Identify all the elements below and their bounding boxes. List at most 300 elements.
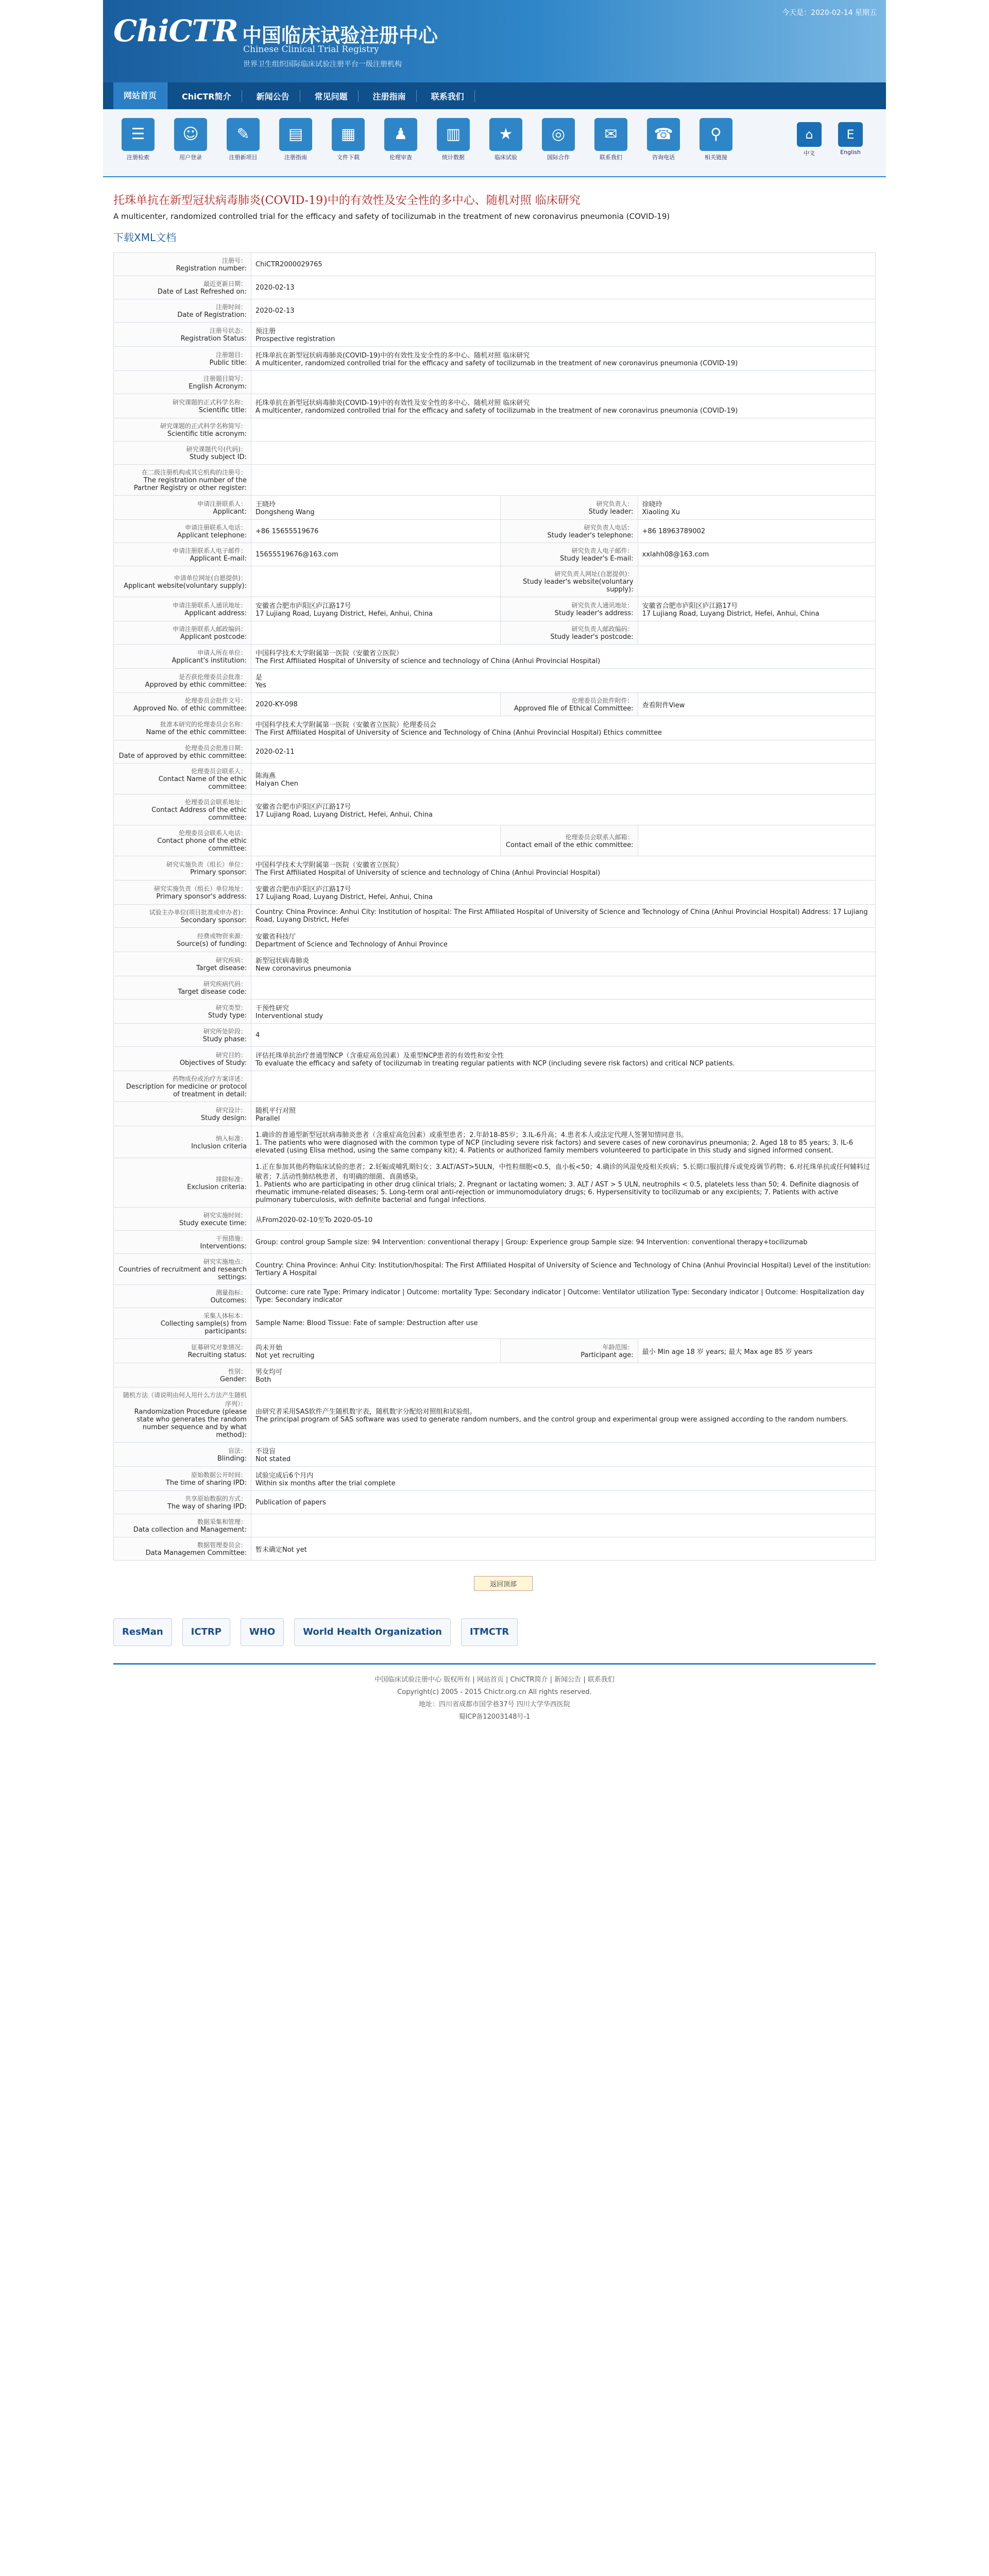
field-label [114,794,251,825]
info-row [114,1254,876,1285]
info-row [114,1514,876,1537]
tool-8[interactable]: ★ 临床试验 [482,118,530,167]
field-label [114,1102,251,1126]
field-label-2-cn: 研究负责人网址(自愿提供)： [554,570,634,578]
field-label-en: Scientific title: [198,406,247,414]
tool-5[interactable]: ▦ 文件下载 [325,118,372,167]
field-label-cn: 研究实施地点： [203,1258,247,1265]
field-label-2 [500,543,638,566]
field-label [114,716,251,740]
info-row [114,880,876,905]
field-label-en: Data Managemen Committee: [145,1549,247,1557]
field-value [251,794,876,825]
field-label [114,1387,251,1443]
field-label-cn: 数据管理委员会： [197,1541,247,1549]
field-value [251,1514,876,1537]
quick-toolbar [103,109,886,177]
field-value [251,905,876,928]
field-value [251,253,876,276]
info-row [114,1339,876,1363]
field-label-cn: 试验主办单位(项目批准或申办者)： [149,909,247,916]
field-label [114,371,251,394]
field-label-cn: 申请注册联系人邮政编码： [172,625,247,633]
field-value [251,1231,876,1254]
field-value-en: Parallel [255,1115,280,1123]
itmctr-logo[interactable]: ITMCTR [461,1618,518,1646]
field-label-en: Applicant telephone: [177,532,247,539]
info-row [114,597,876,621]
footer [113,1663,876,1723]
field-label-cn: 申请注册联系人通讯地址： [172,602,247,609]
info-row [114,740,876,764]
field-label-2-en: Approved file of Ethical Committee: [514,705,634,713]
field-label-2-cn: 研究负责人电话： [584,524,634,531]
trial-info-table [113,252,876,1561]
field-value [251,465,876,496]
tool-10[interactable]: ✉ 联系我们 [587,118,635,167]
field-label-en: Contact Name of the ethic committee: [158,775,247,791]
field-label [114,1208,251,1231]
field-label-en: The registration number of the Partner Registry or other register: [133,477,247,492]
field-label [114,394,251,418]
footer-copyright: Copyright(c) 2005 - 2015 Chictr.org.cn All rights reserved. [397,1688,592,1696]
field-value-2 [638,566,875,597]
field-label-en: Applicant E-mail: [190,555,247,563]
field-value [251,543,501,566]
field-value [251,1071,876,1102]
field-label-en: Study execute time: [179,1219,247,1227]
field-label-en: Study design: [200,1114,247,1122]
field-label-cn: 采集人体标本： [203,1312,247,1319]
field-label-cn: 伦理委员会批准日期： [184,744,247,752]
field-value-2-en: 查看附件View [642,701,685,709]
field-label [114,928,251,952]
info-row [114,976,876,999]
globe-icon: ◎ [542,118,575,151]
field-value-cn: 尚未开始 [255,1344,283,1352]
field-value-cn: 安徽省合肥市庐阳区庐江路17号 [255,886,351,893]
field-label [114,253,251,276]
info-row [114,999,876,1024]
field-value-cn: 由研究者采用SAS软件产生随机数字表，随机数字分配给对照组和试验组。 [255,1408,476,1416]
paper-icon: ▦ [332,118,365,151]
info-row [114,905,876,928]
field-value-en: The First Affiliated Hospital of University of science and technology of China (Anhui Provincial Hospital) [255,869,601,877]
field-value-en: Outcome: cure rate Type: Primary indicator | Outcome: mortality Type: Secondary indicator | Outcome: Ventilator utilization Type: Secondary indicator | Outcome: Hospitalization day Type: Secondary indicator [255,1289,865,1304]
nav-guide[interactable]: 注册指南 [363,90,417,102]
info-row [114,1537,876,1561]
field-value [251,566,501,597]
field-value-en: 2020-02-13 [255,283,295,292]
field-value-2-en: +86 18963789002 [642,527,706,535]
field-label [114,1363,251,1387]
info-row [114,1491,876,1514]
field-value-cn: 随机平行对照 [255,1107,296,1115]
field-label-2 [500,1339,638,1363]
field-label-en: Target disease code: [178,988,247,996]
info-row [114,764,876,794]
lang-cn[interactable]: ⌂ 中文 [791,122,827,163]
field-label-cn: 研究课题的正式科学名称简写： [160,422,247,430]
field-value-en: 17 Lujiang Road, Luyang District, Hefei, Anhui, China [255,893,433,901]
info-row [114,1208,876,1231]
field-label-en: Interventions: [200,1243,247,1250]
info-row [114,825,876,856]
field-value-en: Within six months after the trial complete [255,1480,396,1487]
field-value-en: The First Affiliated Hospital of University of Science and Technology of China (Anhui Provincial Hospital) Ethics committee [255,729,662,737]
field-label-2-en: Study leader: [588,508,634,516]
field-label-cn: 药物成份或治疗方案详述： [172,1075,247,1082]
field-value [251,276,876,299]
field-label-2-cn: 研究负责人： [596,500,634,507]
field-label-en: Applicant postcode: [180,633,247,641]
field-label-cn: 原始数据公开时间： [191,1471,247,1479]
field-value [251,1102,876,1126]
field-value-en: Department of Science and Technology of Anhui Province [255,941,448,948]
field-label [114,856,251,880]
field-value [251,1339,501,1363]
field-label [114,299,251,323]
field-value-en: Yes [255,682,266,689]
nav-contact[interactable]: 联系我们 [421,90,475,102]
field-value-cn: 是 [255,674,263,682]
field-label-cn: 注册号状态： [209,327,247,334]
field-label [114,621,251,645]
field-value [251,1158,876,1208]
field-value [251,347,876,371]
info-row [114,465,876,496]
field-value [251,740,876,764]
field-value-cn: 男女均可 [255,1368,283,1376]
field-label-2 [500,825,638,856]
info-row [114,928,876,952]
field-label-cn: 申请注册联系人： [197,500,247,507]
info-row [114,347,876,371]
field-label-cn: 申请人所在单位： [197,649,247,656]
phone-icon: ☎ [647,118,680,151]
field-value-en: Country: China Province: Anhui City: Institution/hospital: The First Affiliated Hospital of University of Science and Technology of China (Anhui Provincial Hospital) Level of the institution: Tertiary A Hospital [255,1261,871,1277]
nav-home[interactable]: 网站首页 [113,82,167,109]
info-row [114,1308,876,1339]
field-value [251,442,876,465]
field-label-en: Recruiting status: [187,1351,247,1359]
field-label-en: Registration number: [176,265,247,273]
field-label-cn: 共享原始数据的方式： [184,1495,247,1502]
ictrp-logo[interactable]: ICTRP [182,1618,230,1646]
field-value-en: Sample Name: Blood Tissue: Fate of sample: Destruction after use [255,1319,478,1327]
field-value-en: 17 Lujiang Road, Luyang District, Hefei, Anhui, China [255,810,433,819]
field-label-cn: 测量指标： [215,1289,247,1296]
field-value-en: The principal program of SAS software was used to generate random numbers, and the control group and experimental group were assigned according to the random numbers. [255,1416,848,1423]
field-value-en: 2020-02-13 [255,307,295,315]
field-label [114,566,251,597]
field-value [251,976,876,999]
info-row [114,323,876,347]
footer-icp: 蜀ICP备12003148号-1 [458,1713,531,1721]
back-to-top-button[interactable]: 返回顶部 [474,1576,533,1591]
field-label-cn: 盲法： [228,1447,247,1454]
info-row [114,1071,876,1102]
field-value-cn: 评估托珠单抗治疗普通型NCP（含重症高危因素）及重型NCP患者的有效性和安全性 [255,1052,504,1060]
who-name-logo[interactable]: World Health Organization [294,1618,451,1646]
info-row [114,1231,876,1254]
field-label-cn: 申请注册联系人电子邮件： [172,547,247,554]
download-xml-link[interactable]: 下载XML文档 [113,231,177,244]
field-label-2 [500,520,638,543]
field-value [251,496,501,520]
field-label-en: Name of the ethic committee: [146,728,247,736]
field-value-2 [638,1339,875,1363]
field-label-cn: 注册时间： [215,303,247,311]
field-value-en: ChiCTR2000029765 [255,260,322,268]
field-label-en: Contact Address of the ethic committee: [151,806,247,822]
field-label-en: English Acronym: [189,383,247,391]
field-label [114,999,251,1024]
field-label-cn: 研究实施负责（组长）单位地址： [154,885,247,892]
field-label-cn: 随机方法（请说明由何人用什么方法产生随机序列）： [123,1392,247,1408]
info-row [114,952,876,976]
field-value [251,1254,876,1285]
field-value-cn: 1.正在参加其他药物临床试验的患者；2.妊娠或哺乳期妇女；3.ALT/AST>5ULN，中性粒细胞<0.5，血小板<50；4.确诊的风湿免疫相关疾病；5.长期口服抗排斥或免疫调节药物；6.对托珠单抗或任何辅料过敏者；7.活动性肺结核患者，有明确的细菌、真菌感染。 [255,1163,870,1181]
field-value-2 [638,597,875,621]
field-value [251,928,876,952]
field-label-2-en: Contact email of the ethic committee: [505,841,634,849]
field-label [114,1071,251,1102]
doc-icon: ✎ [227,118,260,151]
field-label [114,1231,251,1254]
field-value-cn: 托珠单抗在新型冠状病毒肺炎(COVID-19)中的有效性及安全性的多中心、随机对照 临床研究 [255,399,530,407]
field-label-en: Primary sponsor: [190,869,247,876]
chictr-logo[interactable]: ChiCTR [113,13,238,48]
field-value-cn: 托珠单抗在新型冠状病毒肺炎(COVID-19)中的有效性及安全性的多中心、随机对照 临床研究 [255,352,530,360]
info-row [114,1158,876,1208]
field-value [251,597,501,621]
field-label [114,1024,251,1047]
field-label-en: Study phase: [202,1036,247,1043]
nav-faq[interactable]: 常见问题 [304,90,359,102]
field-value-2-cn: 徐晓玲 [642,501,662,509]
field-value-2-cn: 安徽省合肥市庐阳区庐江路17号 [642,602,738,610]
who-logo[interactable]: WHO [241,1618,284,1646]
resman-logo[interactable]: ResMan [113,1618,172,1646]
field-label-en: Applicant's institution: [172,657,247,665]
field-label-2-en: Study leader's telephone: [547,532,634,539]
info-row [114,276,876,299]
field-label-cn: 注册题目： [215,351,247,359]
field-label-en: Study subject ID: [189,453,247,461]
field-label [114,693,251,716]
field-label-en: Source(s) of funding: [176,940,247,948]
field-label [114,645,251,669]
field-value-en: To evaluate the efficacy and safety of tocilizumab in treating regular patients with NCP (including severe risk factors) and critical NCP patients. [255,1060,735,1067]
field-label-2 [500,621,638,645]
field-label-en: Scientific title acronym: [167,430,247,438]
field-value [251,1208,876,1231]
field-value [251,1126,876,1158]
field-label-2-cn: 年龄范围： [602,1344,634,1351]
nav-about[interactable]: ChiCTR简介 [172,90,242,102]
tool-4[interactable]: ▤ 注册指南 [272,118,319,167]
field-label-en: Description for medicine or protocol of treatment in detail: [126,1083,247,1098]
info-row [114,394,876,418]
field-label-en: Date of Registration: [177,311,247,319]
field-label-2-cn: 研究负责人通讯地址： [571,602,634,609]
tool-2[interactable]: ☺ 用户登录 [167,118,214,167]
tool-9[interactable]: ◎ 国际合作 [535,118,582,167]
field-label-en: The way of sharing IPD: [167,1503,247,1511]
field-value-cn: 试验完成后6个月内 [255,1472,314,1480]
field-label [114,347,251,371]
field-value [251,1537,876,1561]
field-value-en: 17 Lujiang Road, Luyang District, Hefei, Anhui, China [255,610,433,618]
field-label [114,1467,251,1491]
info-row [114,621,876,645]
tool-7[interactable]: ▥ 统计数据 [430,118,477,167]
info-row [114,1047,876,1071]
field-label-cn: 研究课题的正式科学名称： [172,399,247,406]
field-value [251,621,501,645]
tool-6[interactable]: ♟ 伦理审查 [377,118,424,167]
field-value [251,764,876,794]
field-value [251,669,876,693]
field-value-cn: 干预性研究 [255,1005,289,1012]
field-label-cn: 研究类型： [215,1004,247,1011]
field-label [114,825,251,856]
field-value-en: 15655519676@163.com [255,550,338,558]
field-label-cn: 研究课题代号(代码)： [186,446,247,453]
field-label [114,1254,251,1285]
info-row [114,1387,876,1443]
field-value-en: A multicenter, randomized controlled trial for the efficacy and safety of tocilizumab in the treatment of new coronavirus pneumonia (COVID-19) [255,360,738,367]
field-label-cn: 是否获伦理委员会批准： [178,673,247,681]
field-value-en: A multicenter, randomized controlled trial for the efficacy and safety of tocilizumab in the treatment of new coronavirus pneumonia (COVID-19) [255,407,738,415]
field-value-cn: 中国科学技术大学附属第一医院（安徽省立医院） [255,650,403,657]
field-label-en: Objectives of Study: [179,1059,247,1067]
field-value [251,1308,876,1339]
field-label-en: Date of approved by ethic committee: [118,752,247,760]
field-value [251,1491,876,1514]
field-label [114,276,251,299]
field-value-en: Publication of papers [255,1498,326,1506]
trial-title-cn: 托珠单抗在新型冠状病毒肺炎(COVID-19)中的有效性及安全性的多中心、随机对照 临床研究 [113,194,581,207]
field-label-cn: 经费或物资来源： [197,933,247,940]
field-label [114,465,251,496]
field-label-cn: 在二级注册机构或其它机构的注册号： [141,469,247,476]
field-label-en: Registration Status: [180,335,247,343]
field-label-2 [500,496,638,520]
field-label-2-cn: 伦理委员会批件附件： [571,697,634,704]
field-label-cn: 最近更新日期： [203,280,247,287]
field-label [114,880,251,905]
info-row [114,856,876,880]
field-value-en: Haiyan Chen [255,779,298,788]
tool-1[interactable]: ☰ 注册检索 [114,118,162,167]
footer-links[interactable]: 中国临床试验注册中心 版权所有 | 网站首页 | ChiCTR简介 | 新闻公告 | 联系我们 [374,1676,615,1684]
field-label-en: Study type: [208,1012,247,1020]
site-subtitle: 世界卫生组织国际临床试验注册平台一级注册机构 [243,60,402,69]
field-label-en: Date of Last Refreshed on: [157,288,247,296]
field-label-en: Contact phone of the ethic committee: [157,837,247,853]
book-icon: ▤ [279,118,312,151]
field-value-en: Not yet recruiting [255,1352,315,1360]
field-label-cn: 纳入标准： [215,1134,247,1142]
field-value-en: 1. The patients who were diagnosed with the common type of NCP (including severe risk factors) and severe cases of new coronavirus pneumonia; 2. Aged 18 to 85 years; 3. IL-6 elevated (using Elisa method, using the same company kit); 4. Patients or authorized family members volunteered to participate in this study and signed informed consent. [255,1139,853,1155]
field-label-cn: 数据采集和管理： [197,1518,247,1526]
field-value [251,418,876,442]
field-value [251,999,876,1024]
field-label [114,905,251,928]
current-date: 今天是：2020-02-14 星期五 [782,9,877,17]
nav-news[interactable]: 新闻公告 [246,90,300,102]
field-label-cn: 批准本研究的伦理委员会名称： [160,721,247,728]
field-label [114,520,251,543]
info-row [114,1443,876,1467]
info-row [114,645,876,669]
tool-3[interactable]: ✎ 注册新项目 [219,118,267,167]
field-label-cn: 干预措施： [215,1235,247,1242]
info-row [114,442,876,465]
field-label [114,323,251,347]
field-label [114,1158,251,1208]
field-value [251,394,876,418]
field-value [251,520,501,543]
field-value-en: 4 [255,1031,260,1039]
info-row [114,1024,876,1047]
field-value-2-en: 17 Lujiang Road, Luyang District, Hefei, Anhui, China [642,610,820,618]
lang-en[interactable]: E English [832,122,868,163]
info-row [114,253,876,276]
field-value [251,856,876,880]
tool-11[interactable]: ☎ 咨询电话 [640,118,687,167]
header-banner [103,0,886,82]
field-value-en: Prospective registration [255,335,335,343]
field-label-2-cn: 研究负责人电子邮件： [571,547,634,554]
field-value-en: Not stated [255,1455,291,1463]
field-label-2-en: Participant age: [581,1351,634,1359]
field-value [251,323,876,347]
field-value-en: 1. Patients who are participating in other drug clinical trials; 2. Pregnant or lactating women; 3. ALT / AST > 5 ULN, neutrophils < 0.5, platelets less than 50; 4. Definite diagnosis of rheumatic immune-related diseases; 5. Long-term oral anti-rejection or immunomodulatory drugs; 6. Hypersensitivity to tocilizumab or any excipients; 7. Patients with active pulmonary tuberculosis, with definite bacterial and fungal infections. [255,1181,859,1204]
trial-title-en: A multicenter, randomized controlled trial for the efficacy and safety of tocilizumab in the treatment of new coronavirus pneumonia (COVID-19) [113,212,670,221]
info-row [114,418,876,442]
user-icon: ☺ [174,118,207,151]
graph-icon: ▥ [437,118,470,151]
field-value-cn: 安徽省合肥市庐阳区庐江路17号 [255,602,351,610]
field-label-2-en: Study leader's postcode: [550,633,634,641]
field-label-cn: 伦理委员会联系人电话： [178,829,247,837]
info-row [114,496,876,520]
star-icon: ★ [489,118,522,151]
field-label [114,1491,251,1514]
info-row [114,1126,876,1158]
field-label-en: Countries of recruitment and research settings: [118,1266,247,1281]
field-label-2 [500,693,638,716]
field-label-cn: 研究疾病代码： [203,980,247,988]
info-row [114,543,876,566]
field-value [251,716,876,740]
field-value-cn: 1.确诊的普通型新型冠状病毒肺炎患者（含重症高危因素）或重型患者；2.年龄18-85岁；3.IL-6升高；4.患者本人或法定代理人签署知情同意书。 [255,1131,688,1139]
tool-12[interactable]: ⚲ 相关链接 [692,118,740,167]
field-label-cn: 研究设计： [215,1107,247,1114]
main-nav [103,82,886,109]
field-label-cn: 申请注册联系人电话： [184,524,247,531]
field-value-en: New coronavirus pneumonia [255,965,351,973]
field-label-en: Target disease: [196,964,247,972]
field-label [114,669,251,693]
field-label [114,1126,251,1158]
field-label-cn: 伦理委员会联系地址： [184,799,247,806]
field-value-cn: 安徽省科技厅 [255,933,296,941]
field-label [114,740,251,764]
